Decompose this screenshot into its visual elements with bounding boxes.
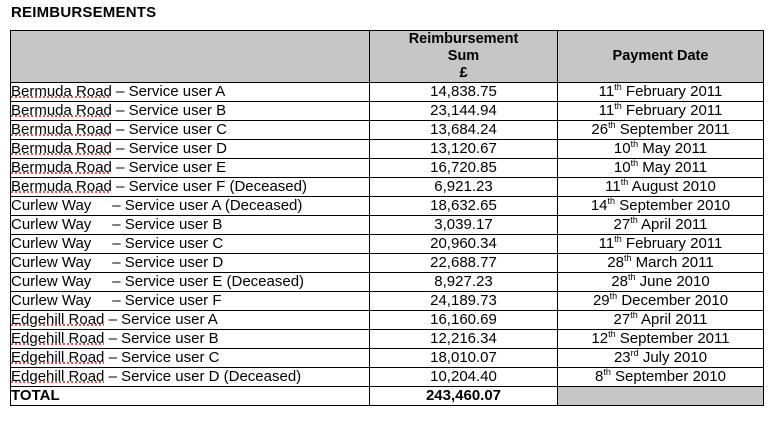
date-month-year: September 2010 [619,197,731,214]
total-date-blank [558,387,764,406]
row-reimbursement-sum: 18,010.07 [370,349,558,368]
service-user-label: – Service user C [112,235,224,252]
table-row [11,330,764,349]
date-month-year: February 2011 [625,83,723,100]
row-payment-date [558,235,764,254]
header-sum-line1: Reimbursement [408,31,519,47]
road-name: Curlew Way [11,235,92,252]
service-user-label: – Service user D (Deceased) [108,368,302,385]
row-reimbursement-sum: 23,144.94 [370,102,558,121]
row-reimbursement-sum: 22,688.77 [370,254,558,273]
total-row [11,387,764,406]
date-month-year: May 2011 [642,140,708,157]
table-row [11,140,764,159]
date-day: 11 [605,178,621,195]
row-service-user [11,159,370,178]
page-title: REIMBURSEMENTS [11,4,157,21]
reimbursements-table [10,30,764,406]
row-payment-date [558,368,764,387]
row-payment-date [558,330,764,349]
date-ordinal-suffix: th [609,291,618,301]
date-month-year: July 2010 [642,349,708,366]
date-month-year: June 2010 [639,273,710,290]
service-user-label: – Service user E [116,159,227,176]
date-ordinal-suffix: th [627,272,636,282]
date-day: 11 [598,102,615,119]
road-name: Edgehill Road [11,349,105,366]
row-reimbursement-sum: 8,927.23 [370,273,558,292]
row-service-user [11,178,370,197]
date-ordinal-suffix: th [614,234,622,244]
row-reimbursement-sum: 16,160.69 [370,311,558,330]
row-payment-date [558,216,764,235]
date-month-year: August 2010 [631,178,716,195]
date-day: 26 [591,121,609,138]
date-month-year: September 2010 [615,368,726,385]
date-ordinal-suffix: th [630,215,638,225]
date-ordinal-suffix: th [608,120,616,130]
row-payment-date [558,292,764,311]
date-ordinal-suffix: th [603,367,611,377]
row-reimbursement-sum: 24,189.73 [370,292,558,311]
row-service-user [11,216,370,235]
service-user-label: – Service user D [112,254,224,271]
date-day: 12 [591,330,609,347]
row-service-user [11,330,370,349]
row-reimbursement-sum: 3,039.17 [370,216,558,235]
date-ordinal-suffix: th [614,101,622,111]
row-reimbursement-sum: 13,120.67 [370,140,558,159]
row-service-user [11,254,370,273]
road-name: Bermuda Road [11,178,112,195]
row-service-user [11,102,370,121]
row-payment-date [558,121,764,140]
table-row [11,235,764,254]
road-name: Bermuda Road [11,159,112,176]
date-ordinal-suffix: th [607,196,616,206]
date-month-year: May 2011 [642,159,708,176]
service-user-label: – Service user E (Deceased) [112,273,305,290]
row-service-user [11,235,370,254]
row-reimbursement-sum: 6,921.23 [370,178,558,197]
table-row [11,216,764,235]
road-name: Bermuda Road [11,140,112,157]
table-row [11,159,764,178]
date-month-year: March 2011 [635,254,714,271]
table-row [11,83,764,102]
service-user-label: – Service user F (Deceased) [116,178,307,195]
row-reimbursement-sum: 16,720.85 [370,159,558,178]
date-month-year: April 2011 [641,216,708,233]
service-user-label: – Service user A (Deceased) [112,197,303,214]
road-name: Curlew Way [11,216,92,233]
date-day: 11 [598,83,615,100]
date-day: 11 [598,235,615,252]
header-cell-sum [370,31,558,83]
date-ordinal-suffix: th [630,310,638,320]
service-user-label: – Service user D [116,140,227,157]
road-name: Bermuda Road [11,102,112,119]
row-service-user [11,311,370,330]
road-name: Curlew Way [11,197,92,214]
table-row [11,273,764,292]
date-month-year: December 2010 [621,292,729,309]
table-row [11,292,764,311]
row-reimbursement-sum: 12,216.34 [370,330,558,349]
row-service-user [11,292,370,311]
date-month-year: April 2011 [641,311,708,328]
date-day: 23 [613,349,631,366]
road-name: Bermuda Road [11,83,112,100]
total-sum: 243,460.07 [370,387,558,406]
row-reimbursement-sum: 18,632.65 [370,197,558,216]
service-user-label: – Service user B [116,102,227,119]
row-service-user [11,121,370,140]
row-service-user [11,140,370,159]
header-sum-line2: Sum [447,48,480,64]
row-payment-date [558,197,764,216]
date-ordinal-suffix: th [608,329,616,339]
date-day: 14 [590,197,608,214]
row-payment-date [558,102,764,121]
row-service-user [11,368,370,387]
road-name: Bermuda Road [11,121,112,138]
row-payment-date [558,178,764,197]
row-service-user [11,83,370,102]
date-day: 27 [613,216,631,233]
table-row [11,197,764,216]
service-user-label: – Service user F [112,292,222,309]
header-cell-name [11,31,370,83]
table-row [11,368,764,387]
row-payment-date [558,83,764,102]
total-label: TOTAL [11,387,370,406]
table-row [11,121,764,140]
row-reimbursement-sum: 20,960.34 [370,235,558,254]
table-row [11,178,764,197]
date-day: 10 [613,159,631,176]
date-ordinal-suffix: th [623,253,632,263]
service-user-label: – Service user C [116,121,227,138]
row-payment-date [558,140,764,159]
date-month-year: September 2011 [619,121,730,138]
date-ordinal-suffix: rd [630,348,639,358]
table-row [11,349,764,368]
road-name: Curlew Way [11,254,92,271]
row-reimbursement-sum: 10,204.40 [370,368,558,387]
date-month-year: February 2011 [625,102,723,119]
road-name: Edgehill Road [11,330,105,347]
row-payment-date [558,254,764,273]
row-service-user [11,197,370,216]
row-payment-date [558,349,764,368]
service-user-label: – Service user A [108,311,218,328]
table-body [11,83,764,387]
row-payment-date [558,311,764,330]
service-user-label: – Service user C [108,349,220,366]
table-header-row [11,31,764,83]
road-name: Edgehill Road [11,368,105,385]
row-service-user [11,273,370,292]
road-name: Edgehill Road [11,311,105,328]
date-month-year: February 2011 [625,235,723,252]
date-ordinal-suffix: th [630,139,639,149]
row-payment-date [558,273,764,292]
date-day: 28 [607,254,624,271]
table-row [11,311,764,330]
road-name: Curlew Way [11,273,92,290]
table-row [11,254,764,273]
service-user-label: – Service user B [112,216,223,233]
date-day: 27 [613,311,631,328]
date-ordinal-suffix: th [614,82,622,92]
service-user-label: – Service user A [116,83,226,100]
service-user-label: – Service user B [108,330,219,347]
table-row [11,102,764,121]
date-day: 10 [613,140,631,157]
row-service-user [11,349,370,368]
date-day: 28 [611,273,628,290]
row-reimbursement-sum: 14,838.75 [370,83,558,102]
row-payment-date [558,159,764,178]
row-reimbursement-sum: 13,684.24 [370,121,558,140]
road-name: Curlew Way [11,292,92,309]
date-day: 29 [592,292,610,309]
header-sum-line3: £ [459,65,468,81]
date-ordinal-suffix: th [630,158,639,168]
date-day: 8 [595,368,604,385]
date-month-year: September 2011 [619,330,730,347]
date-ordinal-suffix: th [620,177,629,187]
header-cell-payment-date: Payment Date [558,31,764,83]
